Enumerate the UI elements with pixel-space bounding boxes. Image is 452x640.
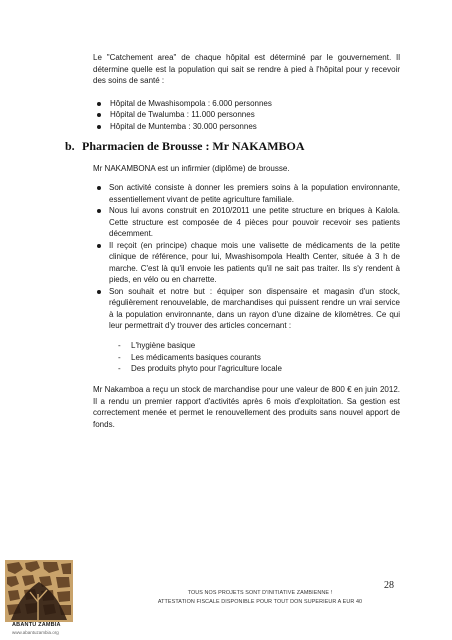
closing-paragraph: Mr Nakamboa a reçu un stock de marchandise pour une valeur de 800 € en juin 2012. Il a rendu un premier rapport d'activités après 6 mois d'exploitation. Sa gestion est correctement menée et permet le renouvellement des produits sans nouvel apport de fonds.	[93, 385, 400, 429]
list-item: Il reçoit (en principe) chaque mois une valisette de médicaments de la petite clinique de référence, pour lui, Mwashisompola Health Center, située à 3 h de marche. C'est là qu'il envoie les patients qu'il ne sait pas traiter. Ils s'y rendent à pieds, en vélo ou en charrette.	[93, 240, 400, 286]
section-letter: b.	[65, 139, 75, 153]
list-item: Nous lui avons construit en 2010/2011 une petite structure en briques à Kalola. Cette structure est composée de 4 pièces pour pouvoir recevoir ses patients décemment.	[93, 205, 400, 240]
list-item: - L'hygiène basique	[118, 340, 398, 352]
section-heading	[65, 139, 305, 153]
articles-list	[118, 340, 398, 375]
list-item: Hôpital de Twalumba : 11.000 personnes	[93, 109, 393, 120]
footer-line-1: TOUS NOS PROJETS SONT D'INITIATIVE ZAMBIENNE !	[187, 590, 333, 596]
footer-line-2: ATTESTATION FISCALE DISPONIBLE POUR TOUT DON SUPERIEUR A EUR 40	[157, 598, 363, 605]
logo-url[interactable]: www.abantuzambia.org	[12, 630, 59, 635]
intro-paragraph: Le "Catchement area" de chaque hôpital est déterminé par le gouvernement. Il détermine quelle est la population qui sait se rendre à pied à l'hôpital pour y recevoir des soins de santé :	[93, 53, 400, 86]
section-title: Pharmacien de Brousse : Mr NAKAMBOA	[82, 139, 305, 153]
list-item: - Des produits phyto pour l'agriculture locale	[118, 363, 398, 375]
list-item: Hôpital de Mwashisompola : 6.000 personnes	[93, 98, 393, 109]
list-item: Hôpital de Muntemba : 30.000 personnes	[93, 121, 393, 132]
list-item: - Les médicaments basiques courants	[118, 352, 398, 364]
logo-name: ABANTU ZAMBIA	[12, 622, 61, 628]
activity-list	[93, 182, 400, 332]
list-item: Son activité consiste à donner les premiers soins à la population environnante, essentiellement vivant de petite agriculture familiale.	[93, 182, 400, 205]
list-item: Son souhait et notre but : équiper son dispensaire et magasin d'un stock, régulièrement renouvelable, de marchandises qui puissent rendre un vrai service à la population environnante, dans un rayon d'une dizaine de kilomètres. Ce qui leur permettrait d'y trouver des articles concernant :	[93, 286, 400, 332]
hospital-list	[93, 98, 393, 132]
page-number: 28	[384, 580, 394, 591]
pharmacist-intro: Mr NAKAMBONA est un infirmier (diplôme) de brousse.	[93, 164, 290, 173]
page-footer	[140, 589, 380, 606]
